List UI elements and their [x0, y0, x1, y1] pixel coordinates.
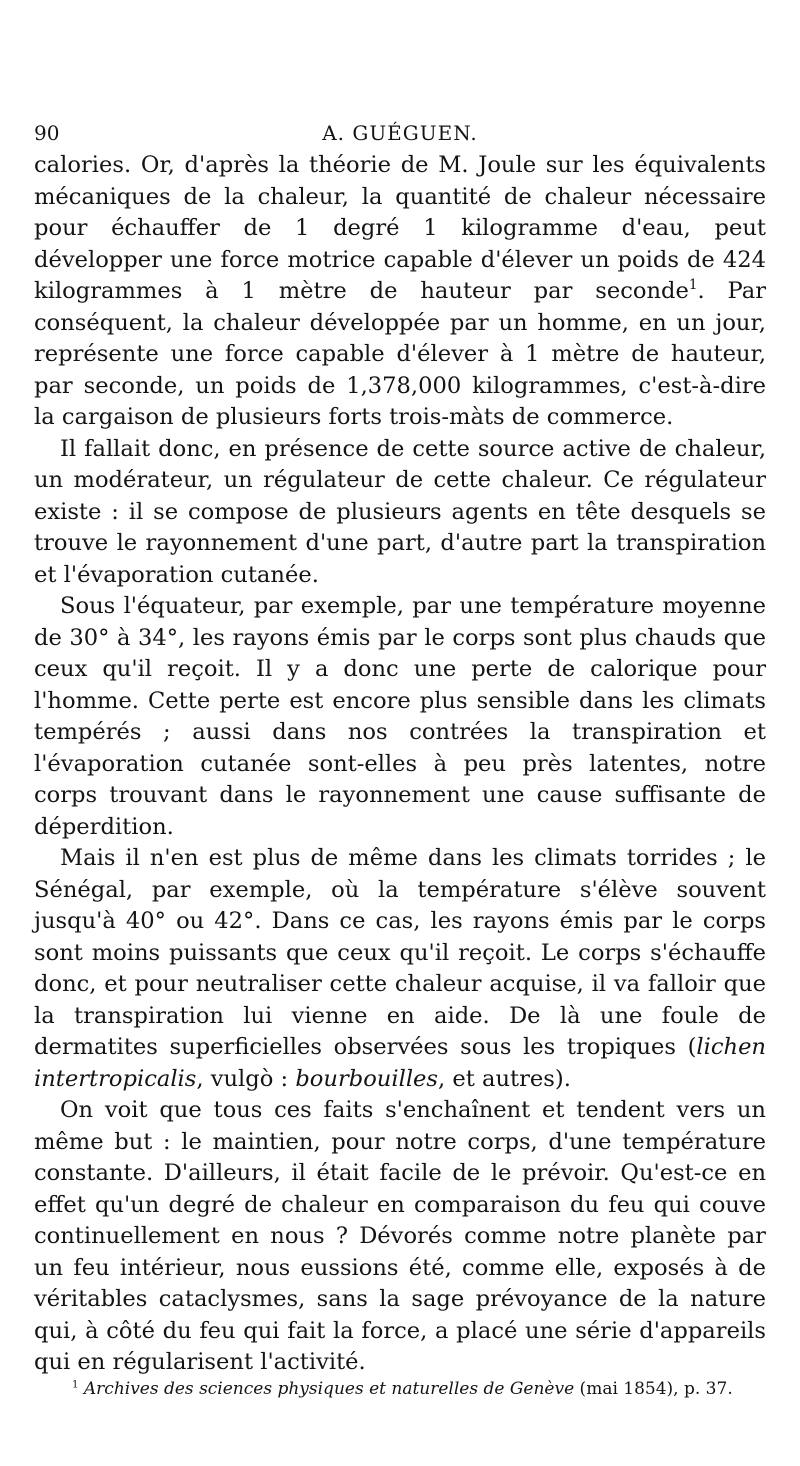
paragraph-1: [34, 150, 766, 434]
footnote-source-title: Archives des sciences physiques et naturelles de Genève: [83, 1379, 575, 1399]
paragraph-4-italic-term-1: lichen intertropicalis: [34, 1034, 766, 1092]
paragraph-1-text-a: calories. Or, d'après la théorie de M. Joule sur les équivalents mécaniques de la chaleur, la quantité de chaleur nécessaire pour échauffer de 1 degré 1 kilogramme d'eau, peut développer une force motrice capable d'élever un poids de 424 kilogrammes à 1 mètre de hauteur par seconde: [34, 152, 766, 304]
running-head: [34, 118, 766, 148]
paragraph-4-italic-term-2: bourbouilles: [295, 1065, 439, 1092]
paragraph-2: Il fallait donc, en présence de cette source active de chaleur, un modérateur, un régulateur de cette chaleur. Ce régulateur existe : il se compose de plusieurs agents en tête desquels se trouve le rayonnement d'une part, d'autre part la transpiration et l'évaporation cutanée.: [34, 435, 766, 588]
footnote: [34, 1374, 766, 1404]
body-text: [34, 150, 766, 1379]
paragraph-4: [34, 843, 766, 1095]
paragraph-4-text-a: Mais il n'en est plus de même dans les climats torrides ; le Sénégal, par exemple, où la température s'élève souvent jusqu'à 40° ou 42°. Dans ce cas, les rayons émis par le corps sont moins puissants que ceux qu'il reçoit. Le corps s'échauffe donc, et pour neutraliser cette chaleur acquise, il va falloir que la transpiration lui vienne en aide. De là une foule de dermatites superficielles observées sous les tropiques (: [34, 845, 766, 1060]
paragraph-4-text-c: , et autres).: [438, 1065, 571, 1092]
footnote-source-details: (mai 1854), p. 37.: [574, 1379, 733, 1399]
paragraph-1-text-b: . Par conséquent, la chaleur développée par un homme, en un jour, représente une force capable d'élever à 1 mètre de hauteur, par seconde, un poids de 1,378,000 kilogrammes, c'est-à-dire la cargaison de plusieurs forts trois-màts de commerce.: [34, 278, 766, 430]
paragraph-5: On voit que tous ces faits s'enchaînent et tendent vers un même but : le maintien, pour notre corps, d'une température constante. D'ailleurs, il était facile de le prévoir. Qu'est-ce en effet qu'un degré de chaleur en comparaison du feu qui couve continuellement en nous ? Dévorés comme notre planète par un feu intérieur, nous eussions été, comme elle, exposés à de véritables cataclysmes, sans la sage prévoyance de la nature qui, à côté du feu qui fait la force, a placé une série d'appareils qui en régularisent l'activité.: [34, 1097, 766, 1375]
paragraph-3: Sous l'équateur, par exemple, par une température moyenne de 30° à 34°, les rayons émis par le corps sont plus chauds que ceux qu'il reçoit. Il y a donc une perte de calorique pour l'homme. Cette perte est encore plus sensible dans les climats tempérés ; aussi dans nos contrées la transpiration et l'évaporation cutanée sont-elles à peu près latentes, notre corps trouvant dans le rayonnement une cause suffisante de déperdition.: [34, 593, 766, 840]
page-number: 90: [34, 121, 60, 145]
paragraph-4-text-b: , vulgò :: [196, 1065, 296, 1092]
footnote-marker: 1: [72, 1379, 79, 1391]
footnote-reference: 1: [688, 277, 698, 294]
running-head-author: A. GUÉGUEN.: [322, 121, 478, 145]
